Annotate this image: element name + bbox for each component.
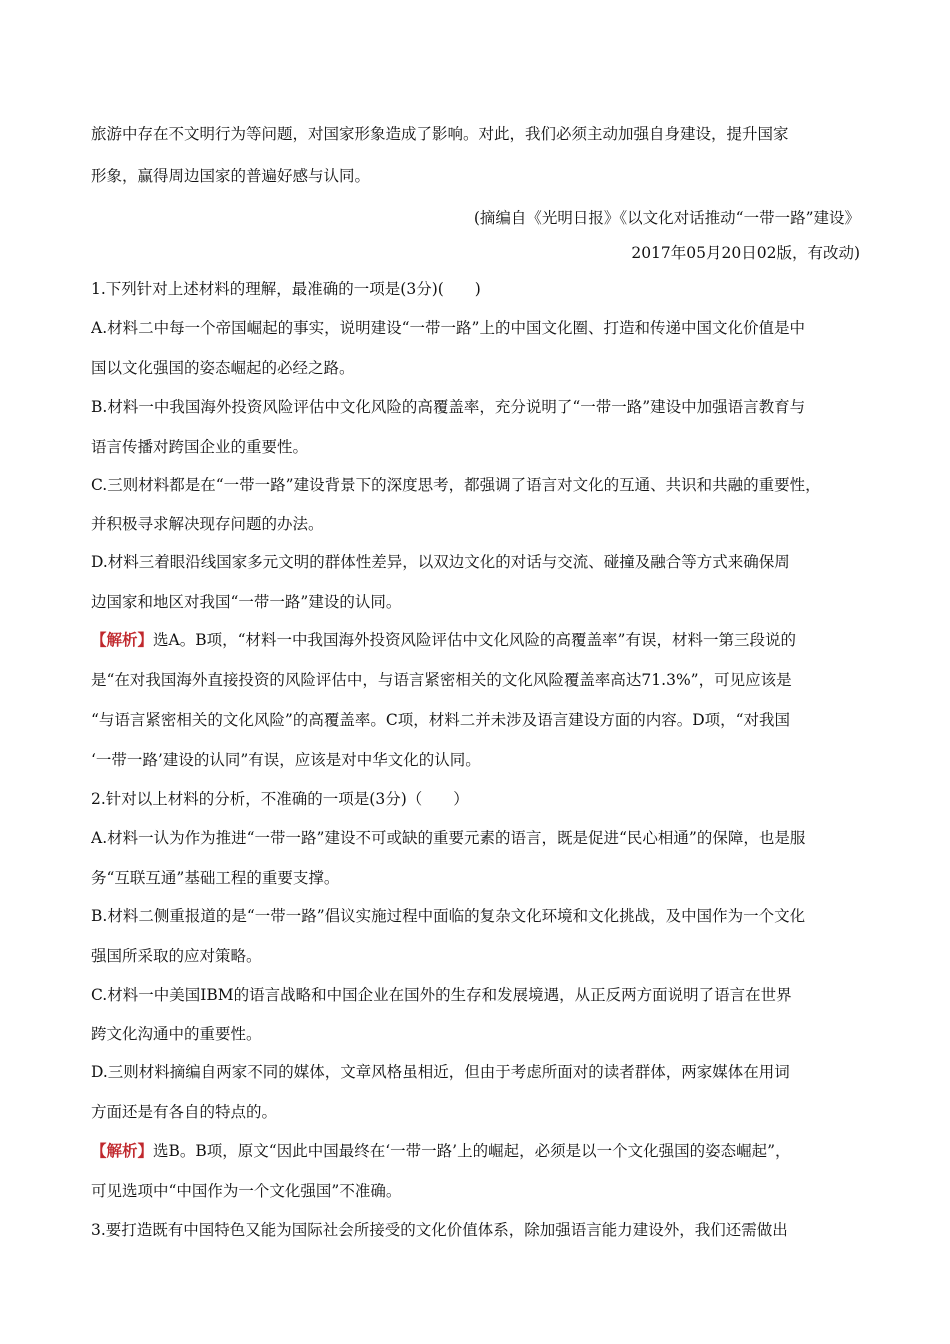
question-2-stem: 2.针对以上材料的分析，不准确的一项是(3分)（ ） [91,790,469,808]
q1-option-d: D.材料三着眼沿线国家多元文明的群体性差异，以双边文化的对话与交流、碰撞及融合等方式来确保周 [91,553,790,571]
q2-option-a-cont: 务“互联互通”基础工程的重要支撑。 [91,869,340,887]
analysis-tag: 【解析】 [91,1141,154,1160]
q1-option-a-cont: 国以文化强国的姿态崛起的必经之路。 [91,359,355,377]
q1-option-b-cont: 语言传播对跨国企业的重要性。 [91,438,309,456]
q2-option-b: B.材料二侧重报道的是“一带一路”倡议实施过程中面临的复杂文化环境和文化挑战，及中国作为一个文化 [91,907,806,925]
passage-line: 形象，赢得周边国家的普遍好感与认同。 [91,167,371,185]
q1-analysis [91,630,866,650]
q1-option-b: B.材料一中我国海外投资风险评估中文化风险的高覆盖率，充分说明了“一带一路”建设中加强语言教育与 [91,398,806,416]
q2-option-c: C.材料一中美国IBM的语言战略和中国企业在国外的生存和发展境遇，从正反两方面说明了语言在世界 [91,986,792,1004]
q2-option-b-cont: 强国所采取的应对策略。 [91,947,262,965]
q1-option-c: C.三则材料都是在“一带一路”建设背景下的深度思考，都强调了语言对文化的互通、共识和共融的重要性， [91,476,821,494]
analysis-tag: 【解析】 [91,630,154,649]
q2-option-d: D.三则材料摘编自两家不同的媒体，文章风格虽相近，但由于考虑所面对的读者群体，两家媒体在用词 [91,1063,790,1081]
q2-analysis-cont: 可见选项中“中国作为一个文化强国”不准确。 [91,1182,402,1200]
q1-option-d-cont: 边国家和地区对我国“一带一路”建设的认同。 [91,593,402,611]
q1-analysis-cont: 是“在对我国海外直接投资的风险评估中，与语言紧密相关的文化风险覆盖率高达71.3%”，可见应该是 [91,671,792,689]
q2-analysis [91,1141,866,1161]
q1-analysis-cont: “与语言紧密相关的文化风险”的高覆盖率。C项，材料二并未涉及语言建设方面的内容。D项，“对我国 [91,711,791,729]
source-date: 2017年05月20日02版，有改动) [631,244,860,262]
question-1-stem: 1.下列针对上述材料的理解，最准确的一项是(3分)( ) [91,280,481,298]
question-3-stem: 3.要打造既有中国特色又能为国际社会所接受的文化价值体系，除加强语言能力建设外，我们还需做出 [91,1221,788,1239]
q1-analysis-cont: ‘一带一路’建设的认同”有误，应该是对中华文化的认同。 [91,751,481,769]
q1-option-c-cont: 并积极寻求解决现存问题的办法。 [91,515,324,533]
q2-option-c-cont: 跨文化沟通中的重要性。 [91,1025,262,1043]
analysis-text: 选B。B项，原文“因此中国最终在‘一带一路’上的崛起，必须是以一个文化强国的姿态崛起”， [153,1142,791,1160]
q2-option-a: A.材料一认为作为推进“一带一路”建设不可或缺的重要元素的语言，既是促进“民心相通”的保障，也是服 [91,829,806,847]
source-citation: (摘编自《光明日报》《以文化对话推动“一带一路”建设》 [473,209,860,227]
q1-option-a: A.材料二中每一个帝国崛起的事实，说明建设“一带一路”上的中国文化圈、打造和传递中国文化价值是中 [91,319,805,337]
analysis-text: 选A。B项，“材料一中我国海外投资风险评估中文化风险的高覆盖率”有误，材料一第三段说的 [153,631,796,649]
q2-option-d-cont: 方面还是有各自的特点的。 [91,1103,278,1121]
passage-line: 旅游中存在不文明行为等问题，对国家形象造成了影响。对此，我们必须主动加强自身建设，提升国家 [91,125,789,143]
